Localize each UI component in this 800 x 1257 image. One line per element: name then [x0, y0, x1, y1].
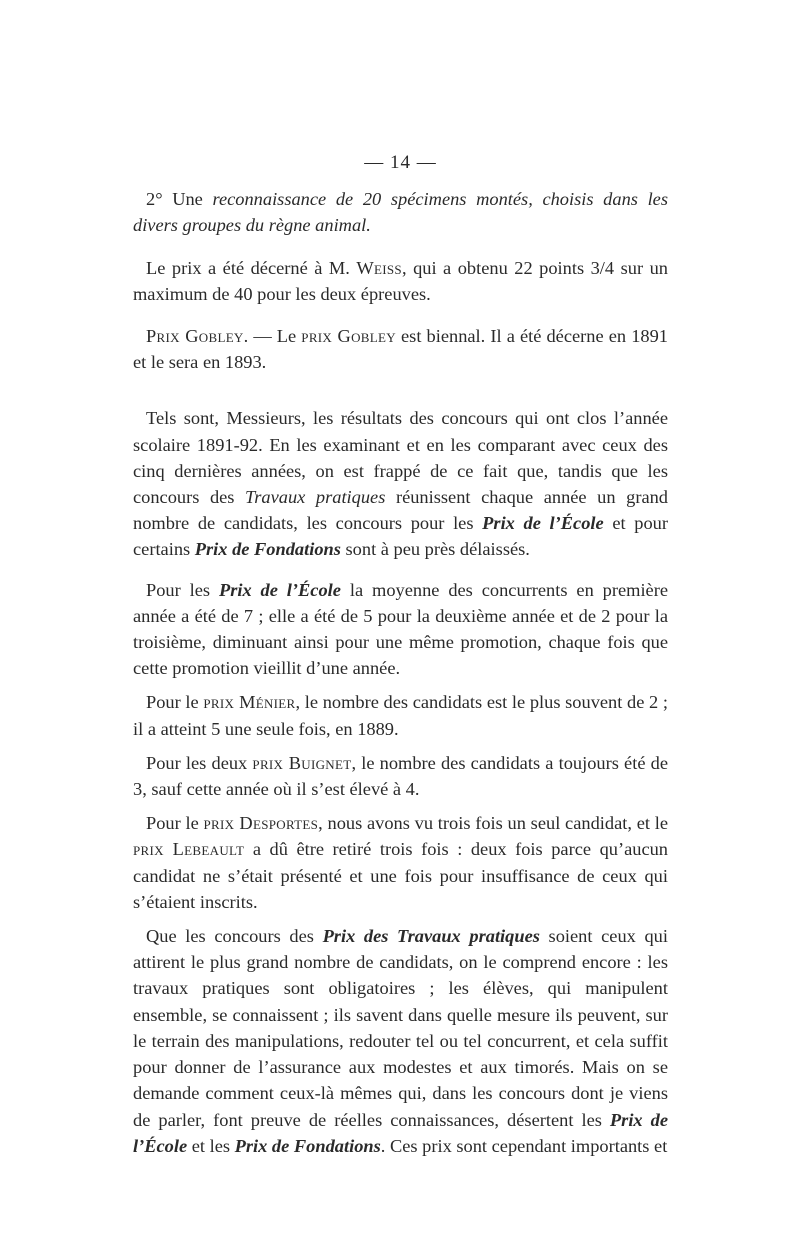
text: Le prix a été décerné à M.: [146, 257, 357, 278]
paragraph-6: [133, 689, 668, 741]
heading-smallcaps: Prix Gobley: [146, 326, 244, 347]
page-number: — 14 —: [364, 152, 437, 173]
paragraph-2: [133, 255, 668, 307]
bold-italic-text: Prix de l’École: [218, 579, 341, 600]
text: et les: [187, 1135, 235, 1156]
paragraph-8: [133, 810, 668, 915]
page: [133, 150, 668, 1159]
bold-italic-text: Prix des Travaux pratiques: [322, 926, 540, 947]
text: et pour certains: [133, 513, 668, 560]
bold-italic-text: Prix de l’École: [482, 513, 604, 534]
name-smallcaps: prix Gobley: [301, 326, 396, 347]
text: soient ceux qui attirent le plus grand nombre de candidats, on le comprend encore : les travaux pratiques sont obligatoires ; les élèves, qui manipulent ensemble, se connaissent ; ils savent dans quelle mesure ils peuvent, sur le terrain des manipulations, redouter tel ou tel concurrent, et cela suffit pour donner de l’assurance aux modestes et aux timorés. Mais on se demande comment ceux-là mêmes qui, dans les concours dont je viens de parler, font preuve de réelles connaissances, désertent les: [133, 926, 668, 1130]
text: , nous avons vu trois fois un seul candidat, et le: [318, 813, 668, 834]
text: , le nombre des candidats a toujours été de 3, sauf cette année où il s’est élevé à 4.: [133, 752, 669, 800]
italic-text: reconnaissance de 20 spécimens montés, choisis dans les divers groupes du règne animal.: [133, 189, 668, 236]
name-smallcaps: prix Buignet: [252, 752, 352, 773]
text: Pour le: [146, 813, 204, 834]
text: a dû être retiré trois fois : deux fois parce qu’aucun candidat ne s’était présenté et une fois pour insuffisance de ceux qui s’étaient inscrits.: [133, 839, 668, 912]
paragraph-4: [133, 405, 668, 562]
text: est biennal. Il a été décerne en 1891 et le sera en 1893.: [133, 326, 668, 373]
paragraph-7: [133, 750, 668, 802]
text: Pour le: [146, 692, 204, 713]
bold-italic-text: Prix de Fondations: [194, 539, 341, 560]
text: Pour les deux: [146, 752, 253, 773]
text: . — Le: [243, 326, 302, 347]
text: Que les concours des: [146, 926, 323, 947]
italic-text: Travaux pratiques: [245, 487, 386, 508]
paragraph-5: [133, 577, 668, 682]
name-smallcaps: prix Ménier: [203, 692, 296, 713]
bold-italic-text: Prix de l’École: [133, 1109, 669, 1156]
bold-italic-text: Prix de Fondations: [234, 1135, 381, 1156]
name-smallcaps: prix Lebeault: [133, 839, 245, 860]
text: , le nombre des candidats est le plus souvent de 2 ; il a atteint 5 une seule fois, en 1889.: [133, 692, 668, 739]
text: Pour les: [146, 579, 219, 600]
text: réunissent chaque année un grand nombre de candidats, les concours pour les: [133, 487, 668, 534]
paragraph-9: [133, 923, 668, 1159]
paragraph-3: [133, 323, 668, 375]
name-smallcaps: prix Desportes: [203, 813, 319, 834]
name-smallcaps: Weiss: [356, 257, 402, 278]
text: 2° Une: [146, 189, 213, 210]
text: Tels sont, Messieurs, les résultats des concours qui ont clos l’année scolaire 1891-92. En les examinant et en les comparant avec ceux des cinq dernières années, on est frappé de ce fait que, tandis que les concours des: [133, 408, 668, 508]
paragraph-1: [133, 186, 668, 238]
text: . Ces prix sont cependant importants et: [380, 1135, 668, 1156]
text: sont à peu près délaissés.: [340, 539, 530, 560]
text: la moyenne des concurrents en première année a été de 7 ; elle a été de 5 pour la deuxième année et de 2 pour la troisième, diminuant ainsi pour une même promotion, chaque fois que cette promotion vieillit d’une année.: [133, 579, 668, 679]
text: , qui a obtenu 22 points 3/4 sur un maximum de 40 pour les deux épreuves.: [133, 257, 668, 304]
